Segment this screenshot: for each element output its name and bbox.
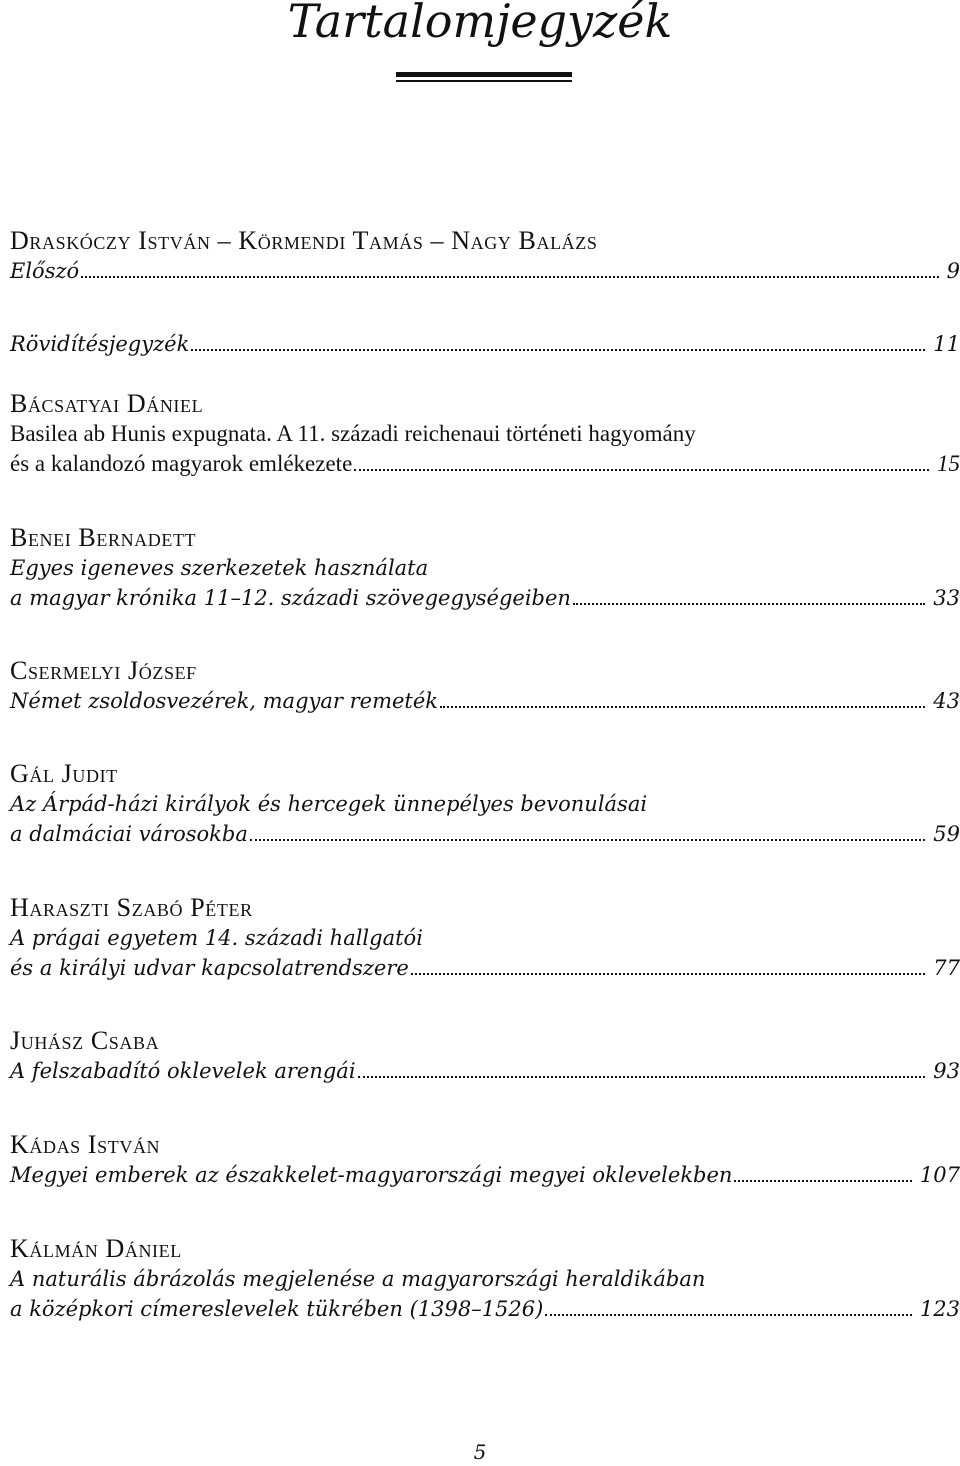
toc-title-line (10, 419, 960, 449)
toc-entry[interactable] (10, 226, 960, 286)
toc-author: Bácsatyai Dániel (10, 389, 204, 418)
toc-title-line (10, 449, 960, 479)
toc-title-text: a magyar krónika 11–12. századi szövegegységeiben (10, 586, 571, 610)
toc-title-line (10, 256, 960, 286)
toc-entry[interactable] (10, 893, 960, 983)
toc-title-line (10, 1264, 960, 1294)
toc-author: Csermelyi József (10, 656, 197, 685)
toc-entry[interactable] (10, 656, 960, 716)
dot-leader (734, 1180, 911, 1182)
dot-leader (250, 839, 925, 841)
table-of-contents (10, 226, 960, 1324)
toc-author: Benei Bernadett (10, 523, 197, 552)
toc-page-number: 59 (933, 822, 960, 846)
toc-title-text: Basilea ab Hunis expugnata. A 11. századi reichenaui történeti hagyomány (10, 421, 696, 446)
toc-page-number: 107 (919, 1163, 960, 1187)
toc-title-text: és a királyi udvar kapcsolatrendszere (10, 956, 409, 980)
dot-leader (191, 349, 925, 351)
toc-title-text: Rövidítésjegyzék (10, 332, 190, 356)
toc-title-text: A naturális ábrázolás megjelenése a magyarországi heraldikában (10, 1267, 706, 1291)
dot-leader (81, 276, 938, 278)
toc-title-text: Megyei emberek az északkelet-magyarországi megyei oklevelekben (10, 1163, 733, 1187)
dot-leader (545, 1314, 912, 1316)
dot-leader (354, 469, 929, 471)
toc-entry[interactable] (10, 759, 960, 849)
dot-leader (573, 603, 925, 605)
toc-page-number: 33 (933, 586, 960, 610)
dot-leader (440, 706, 925, 708)
toc-author: Kádas István (10, 1130, 161, 1159)
toc-page-number: 93 (933, 1059, 960, 1083)
toc-title-line (10, 583, 960, 613)
toc-title-line (10, 553, 960, 583)
toc-title-line (10, 686, 960, 716)
toc-title-text: Német zsoldosvezérek, magyar remeték (10, 689, 439, 713)
toc-title-line (10, 923, 960, 953)
toc-entry[interactable] (10, 329, 960, 359)
toc-title-text: és a kalandozó magyarok emlékezete (10, 451, 353, 476)
toc-author: Gál Judit (10, 759, 118, 788)
page-number: 5 (473, 1440, 487, 1464)
toc-page-number: 123 (919, 1297, 960, 1321)
toc-title-text: a dalmáciai városokba (10, 822, 248, 846)
toc-title-line (10, 1056, 960, 1086)
toc-title-line (10, 789, 960, 819)
toc-entry[interactable] (10, 389, 960, 479)
dot-leader (411, 973, 925, 975)
toc-entry[interactable] (10, 1026, 960, 1086)
toc-title-text: a középkori címereslevelek tükrében (1398–1526) (10, 1297, 544, 1321)
toc-page-number: 15 (937, 451, 960, 476)
toc-page-number: 11 (933, 332, 960, 356)
toc-title-text: Előszó (10, 259, 80, 283)
toc-title-text: Az Árpád-házi királyok és hercegek ünnepélyes bevonulásai (10, 792, 648, 816)
toc-title-text: A felszabadító oklevelek arengái (10, 1059, 356, 1083)
toc-page-number: 77 (933, 956, 960, 980)
dot-leader (358, 1076, 926, 1078)
toc-title-line (10, 329, 960, 359)
page-title: Tartalomjegyzék (287, 0, 673, 48)
toc-title-line (10, 953, 960, 983)
toc-author: Draskóczy István – Körmendi Tamás – Nagy Balázs (10, 226, 598, 255)
toc-title-line (10, 1294, 960, 1324)
title-rule-thick (396, 72, 572, 77)
toc-title-text: A prágai egyetem 14. századi hallgatói (10, 926, 423, 950)
toc-author: Juhász Csaba (10, 1026, 160, 1055)
toc-entry[interactable] (10, 1130, 960, 1190)
toc-page-number: 43 (933, 689, 960, 713)
toc-entry[interactable] (10, 1234, 960, 1324)
toc-title-line (10, 819, 960, 849)
toc-author: Kálmán Dániel (10, 1234, 182, 1263)
toc-entry[interactable] (10, 523, 960, 613)
toc-title-text: Egyes igeneves szerkezetek használata (10, 556, 429, 580)
toc-title-line (10, 1160, 960, 1190)
title-rule-thin (396, 80, 572, 82)
toc-author: Haraszti Szabó Péter (10, 893, 253, 922)
toc-page-number: 9 (946, 259, 960, 283)
